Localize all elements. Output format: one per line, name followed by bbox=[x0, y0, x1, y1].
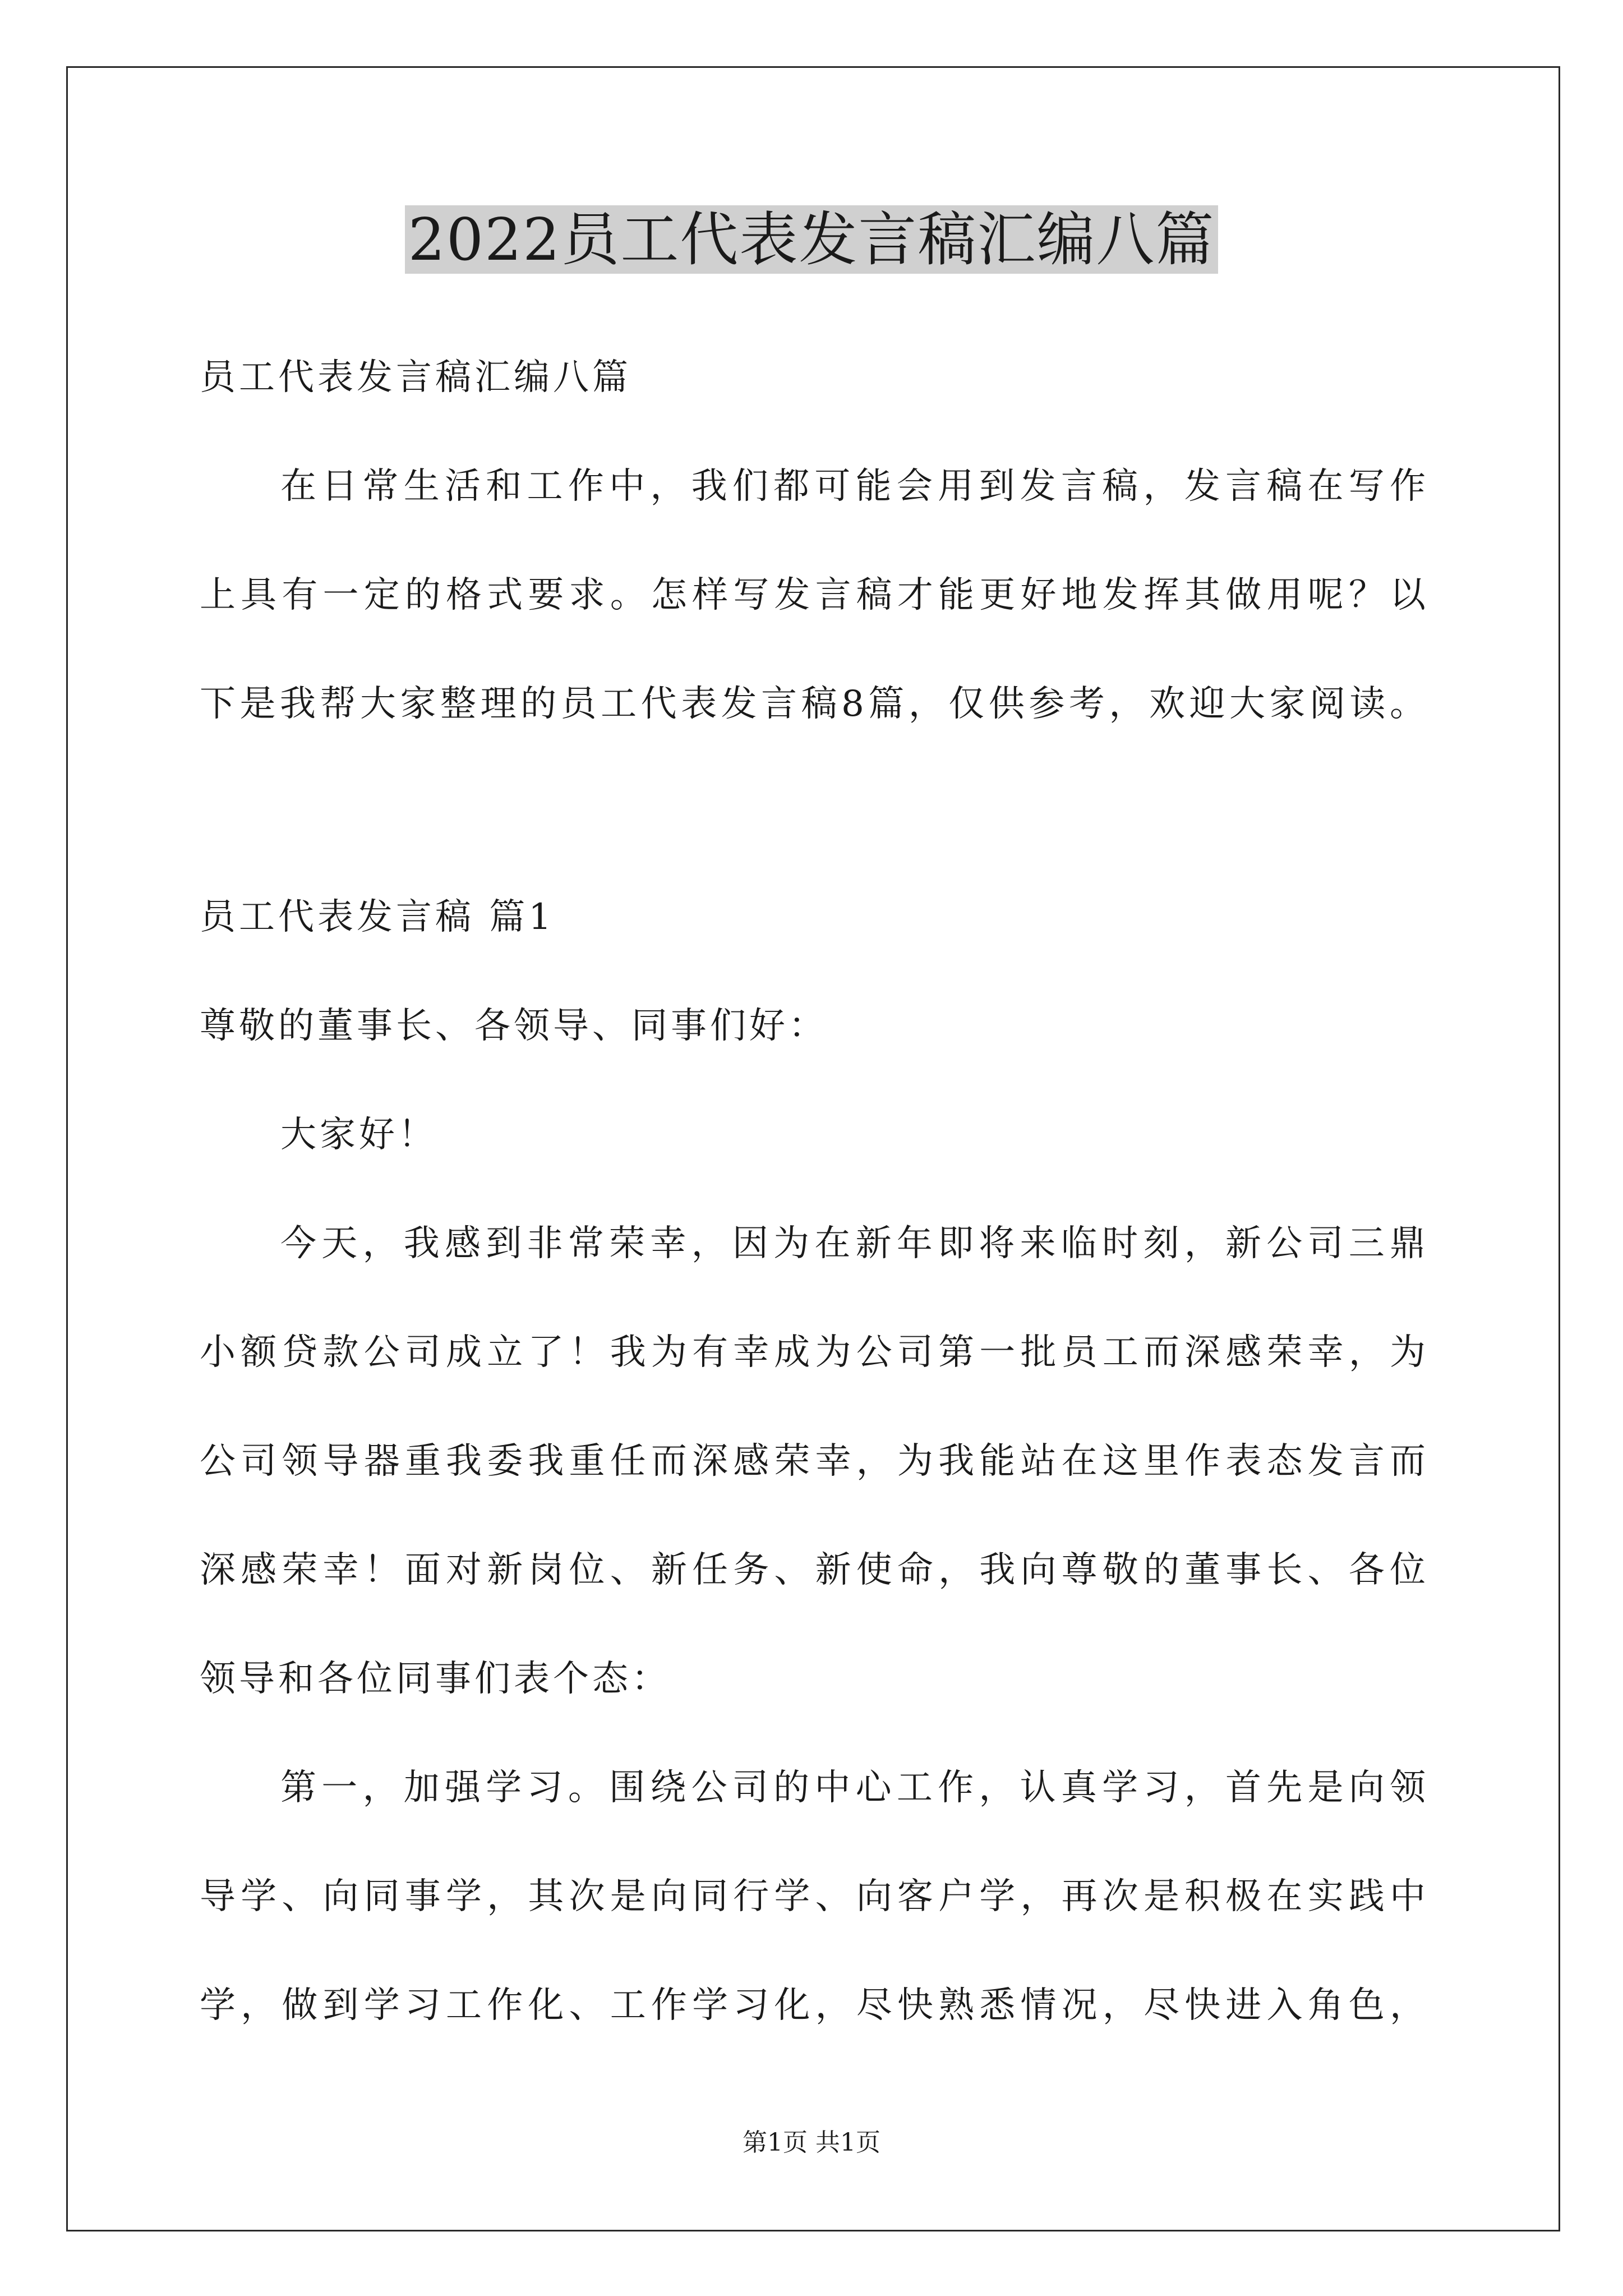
document-subtitle: 员工代表发言稿汇编八篇 bbox=[200, 357, 631, 398]
body-para2-line-3: 学，做到学习工作化、工作学习化，尽快熟悉情况，尽快进入角色， bbox=[200, 1985, 1428, 2026]
document-title-text: 2022员工代表发言稿汇编八篇 bbox=[405, 205, 1219, 274]
body-para1-line-4: 深感荣幸！面对新岗位、新任务、新使命，我向尊敬的董事长、各位 bbox=[200, 1549, 1428, 1591]
section-heading: 员工代表发言稿 篇1 bbox=[200, 896, 555, 938]
body-para2-line-2: 导学、向同事学，其次是向同行学、向客户学，再次是积极在实践中 bbox=[200, 1876, 1428, 1917]
salutation: 尊敬的董事长、各领导、同事们好： bbox=[200, 1005, 828, 1047]
intro-line-1: 在日常生活和工作中，我们都可能会用到发言稿，发言稿在写作 bbox=[280, 466, 1428, 507]
intro-line-3: 下是我帮大家整理的员工代表发言稿8篇，仅供参考，欢迎大家阅读。 bbox=[200, 683, 1428, 725]
body-para1-line-1: 今天，我感到非常荣幸，因为在新年即将来临时刻，新公司三鼎 bbox=[280, 1223, 1428, 1264]
body-para1-line-2: 小额贷款公司成立了！我为有幸成为公司第一批员工而深感荣幸，为 bbox=[200, 1332, 1428, 1373]
body-para1-line-5: 领导和各位同事们表个态： bbox=[200, 1658, 671, 1700]
greeting: 大家好！ bbox=[280, 1114, 437, 1156]
body-para1-line-3: 公司领导器重我委我重任而深感荣幸，为我能站在这里作表态发言而 bbox=[200, 1441, 1428, 1482]
page-footer: 第1页 共1页 bbox=[743, 2128, 880, 2157]
body-para2-line-1: 第一，加强学习。围绕公司的中心工作，认真学习，首先是向领 bbox=[280, 1767, 1428, 1809]
intro-line-2: 上具有一定的格式要求。怎样写发言稿才能更好地发挥其做用呢？以 bbox=[200, 574, 1428, 616]
document-title bbox=[0, 197, 1623, 282]
